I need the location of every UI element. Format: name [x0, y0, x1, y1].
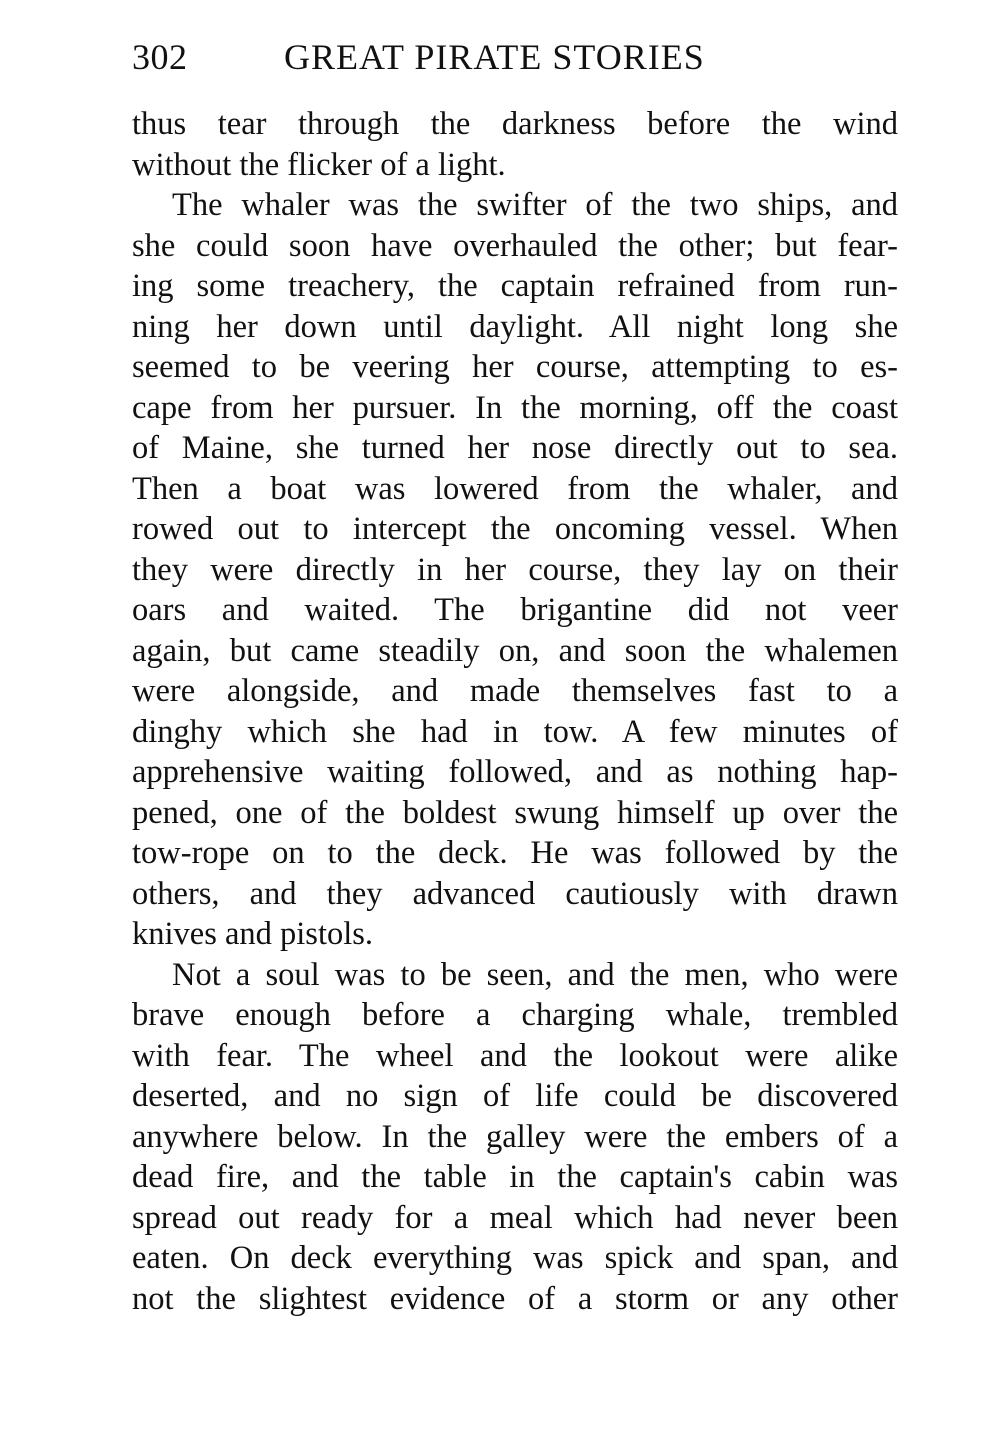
text-line: spread out ready for a meal which had never been — [132, 1199, 898, 1236]
paragraph-deserted-ship — [132, 955, 898, 1320]
paragraph-whaler-pursuit — [132, 185, 898, 955]
text-line: deserted, and no sign of life could be discovered — [132, 1078, 898, 1114]
running-title: GREAT PIRATE STORIES — [284, 37, 705, 77]
text-line: again, but came steadily on, and soon the whalemen — [132, 632, 898, 669]
text-line: ning her down until daylight. All night long she — [132, 308, 898, 345]
text-line: Not a soul was to be seen, and the men, who were — [172, 956, 898, 993]
text-line: she could soon have overhauled the other; but fear- — [132, 227, 898, 264]
text-line: anywhere below. In the galley were the embers of a — [132, 1118, 898, 1155]
text-line: brave enough before a charging whale, trembled — [132, 997, 898, 1033]
paragraph-continued — [132, 104, 898, 185]
text-line: eaten. On deck everything was spick and span, and — [132, 1240, 898, 1276]
text-line: apprehensive waiting followed, and as nothing hap- — [132, 754, 898, 790]
text-line: of Maine, she turned her nose directly out to sea. — [132, 430, 898, 466]
text-line: tow-rope on to the deck. He was followed by the — [132, 835, 898, 871]
text-line: with fear. The wheel and the lookout were alike — [132, 1037, 898, 1074]
text-line: seemed to be veering her course, attempting to es- — [132, 349, 898, 385]
text-line: dead fire, and the table in the captain's cabin was — [132, 1159, 898, 1195]
text-line: were alongside, and made themselves fast to a — [132, 673, 898, 709]
text-line: pened, one of the boldest swung himself up over the — [132, 794, 898, 831]
text-line: thus tear through the darkness before the wind — [132, 106, 898, 142]
text-line: ing some treachery, the captain refrained from run- — [132, 268, 898, 304]
text-line: not the slightest evidence of a storm or any other — [132, 1280, 898, 1317]
text-line: oars and waited. The brigantine did not veer — [132, 592, 898, 628]
text-line: rowed out to intercept the oncoming vessel. When — [132, 511, 898, 547]
text-line: others, and they advanced cautiously with drawn — [132, 875, 898, 912]
text-line: dinghy which she had in tow. A few minutes of — [132, 713, 898, 750]
text-line: Then a boat was lowered from the whaler, and — [132, 470, 898, 507]
text-line: cape from her pursuer. In the morning, off the coast — [132, 389, 898, 426]
text-line: knives and pistols. — [132, 916, 374, 952]
running-head — [132, 32, 752, 82]
text-line: The whaler was the swifter of the two ships, and — [172, 187, 898, 223]
body-text — [132, 104, 898, 1319]
text-line: without the flicker of a light. — [132, 146, 506, 183]
text-line: they were directly in her course, they lay on their — [132, 551, 898, 588]
page-number: 302 — [132, 37, 188, 77]
